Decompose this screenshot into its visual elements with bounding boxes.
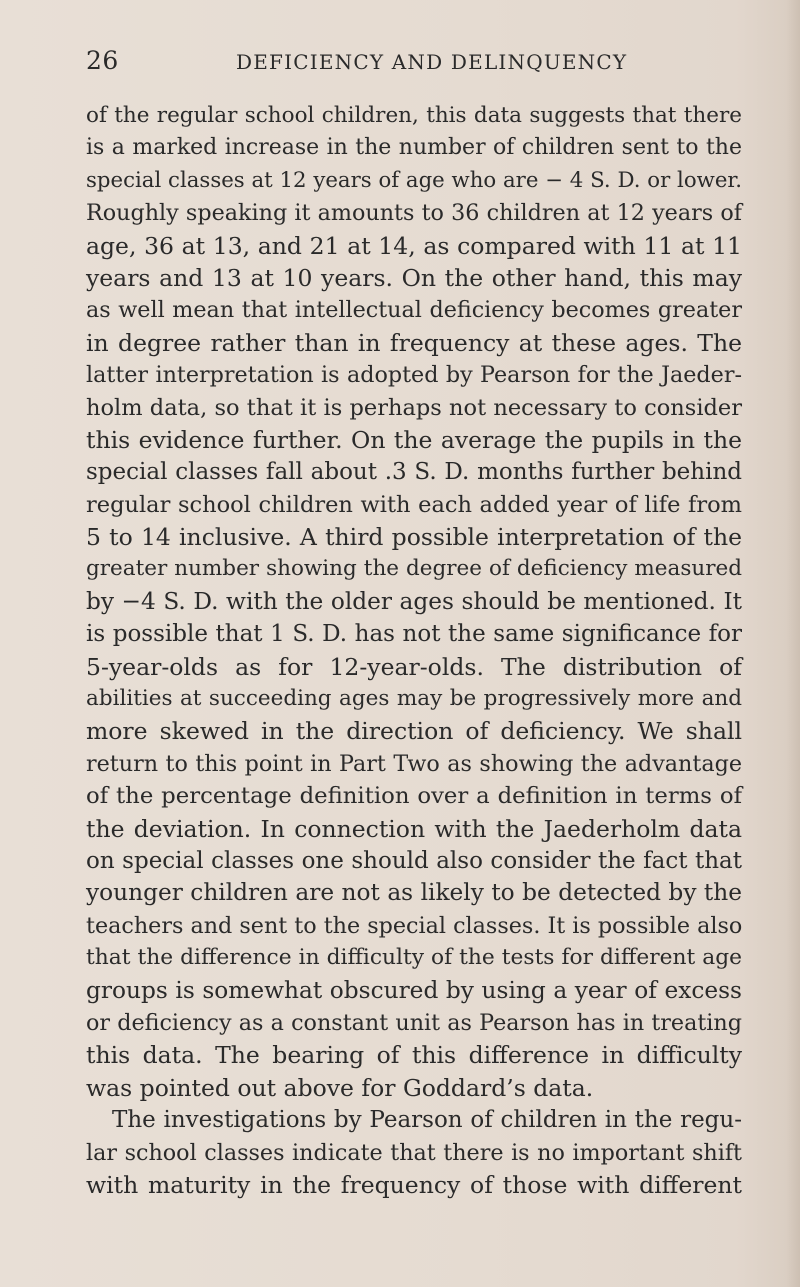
text-line: with maturity in the frequency of those with different <box>86 1170 742 1199</box>
text-line: greater number showing the degree of deficiency measured <box>86 556 742 582</box>
page-number: 26 <box>86 46 119 75</box>
text-line: return to this point in Part Two as showing the advantage <box>86 750 742 777</box>
text-line: that the difference in difficulty of the tests for different age <box>86 945 742 971</box>
text-line: holm data, so that it is perhaps not necessary to consider <box>86 394 742 421</box>
text-line: special classes at 12 years of age who are − 4 S. D. or lower. <box>86 167 742 193</box>
text-line: younger children are not as likely to be detected by the <box>86 879 742 907</box>
text-line: on special classes one should also consider the fact that <box>86 847 742 874</box>
text-line: 5-year-olds as for 12-year-olds. The distribution of <box>86 652 742 681</box>
text-line: is a marked increase in the number of children sent to the <box>86 135 742 161</box>
paragraph-end-line: was pointed out above for Goddard’s data. <box>86 1073 594 1102</box>
text-line: groups is somewhat obscured by using a year of excess <box>86 976 742 1004</box>
text-line: in degree rather than in frequency at these ages. The <box>86 328 742 357</box>
text-line: this evidence further. On the average the pupils in the <box>86 425 742 454</box>
text-line: special classes fall about .3 S. D. months further behind <box>86 459 742 486</box>
text-line: more skewed in the direction of deficiency. We shall <box>86 717 742 746</box>
text-line: 5 to 14 inclusive. A third possible interpretation of the <box>86 523 742 552</box>
text-line: the deviation. In connection with the Jaederholm data <box>86 814 742 843</box>
text-line: as well mean that intellectual deficiency becomes greater <box>86 297 742 324</box>
text-line: latter interpretation is adopted by Pearson for the Jaeder- <box>86 362 742 389</box>
text-line: of the percentage definition over a definition in terms of <box>86 783 742 810</box>
body-text <box>86 100 742 1201</box>
text-line: age, 36 at 13, and 21 at 14, as compared with 11 at 11 <box>86 231 742 260</box>
text-line: by −4 S. D. with the older ages should be mentioned. It <box>86 587 742 615</box>
text-line: regular school children with each added year of life from <box>86 491 742 518</box>
text-line: lar school classes indicate that there is no important shift <box>86 1139 742 1166</box>
page-header <box>86 46 746 82</box>
paragraph-start-line: The investigations by Pearson of children in the regu- <box>112 1107 742 1134</box>
page-edge-shadow <box>786 0 800 1287</box>
text-line: years and 13 at 10 years. On the other hand, this may <box>86 263 742 292</box>
text-line: is possible that 1 S. D. has not the same significance for <box>86 621 742 648</box>
text-line: teachers and sent to the special classes. It is possible also <box>86 912 743 939</box>
running-head: DEFICIENCY AND DELINQUENCY <box>236 50 628 74</box>
text-line: abilities at succeeding ages may be progressively more and <box>86 686 742 712</box>
text-line: Roughly speaking it amounts to 36 children at 12 years of <box>86 200 742 227</box>
text-line: or deficiency as a constant unit as Pearson has in treating <box>86 1009 742 1036</box>
text-line: of the regular school children, this data suggests that there <box>86 103 742 128</box>
text-line: this data. The bearing of this difference in difficulty <box>86 1041 742 1070</box>
